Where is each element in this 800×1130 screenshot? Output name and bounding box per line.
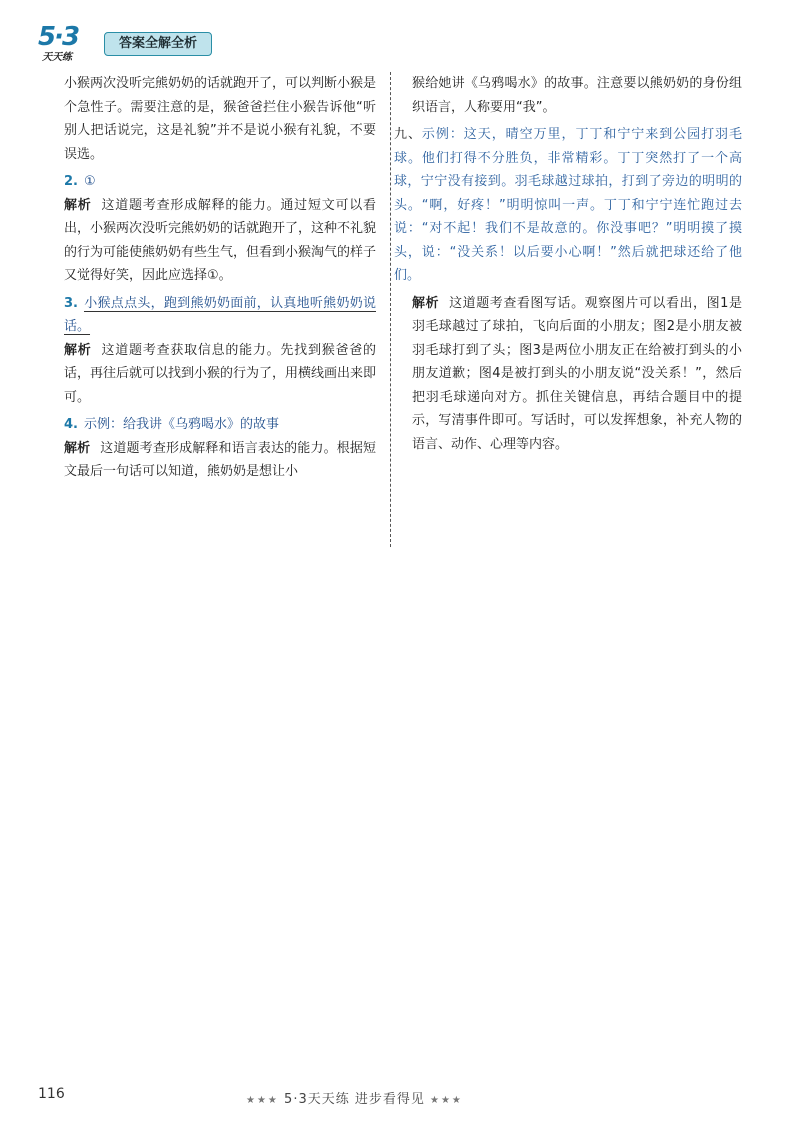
analysis-text: 这道题考查形成解释的能力。通过短文可以看出，小猴两次没听完熊奶奶的话就跑开了，这种不礼貌的行为可能使熊奶奶有些生气，但看到小猴淘气的样子又觉得好笑，因此应选择①。	[64, 197, 377, 283]
right-column	[394, 72, 742, 456]
question-number: 4.	[64, 417, 78, 432]
analysis-text: 这道题考查形成解释和语言表达的能力。根据短文最后一句话可以知道，熊奶奶是想让小	[64, 440, 376, 479]
question-3-answer	[64, 292, 376, 339]
question-3-analysis	[64, 339, 376, 410]
question-number: 3.	[64, 295, 78, 311]
left-column	[64, 72, 376, 484]
analysis-label: 解析	[64, 197, 92, 213]
logo-number: 5·3	[38, 22, 79, 52]
answer-text: 示例：给我讲《乌鸦喝水》的故事	[83, 417, 279, 432]
analysis-text: 这道题考查看图写话。观察图片可以看出，图1是羽毛球越过了球拍，飞向后面的小朋友；图2是小朋友被羽毛球打到了头；图3是两位小朋友正在给被打到头的小朋友道歉；图4是被打到头的小朋友说“没关系！”，然后把羽毛球递向对方。抓住关键信息，再结合题目中的提示，写清事件即可。写话时，可以发挥想象，补充人物的语言、动作、心理等内容。	[412, 295, 742, 452]
slogan-text: 5·3天天练 进步看得见	[284, 1092, 425, 1107]
question-number: 九、	[394, 127, 422, 142]
question-4-answer	[64, 413, 376, 437]
section-badge: 答案全解全析	[104, 32, 212, 56]
analysis-label: 解析	[64, 342, 92, 358]
analysis-label: 解析	[412, 295, 440, 311]
analysis-label: 解析	[64, 440, 91, 456]
question-9-answer	[394, 123, 742, 288]
star-decoration-left: ★★★	[246, 1095, 279, 1106]
brand-logo	[34, 22, 94, 66]
star-decoration-right: ★★★	[430, 1095, 463, 1106]
column-divider	[390, 72, 391, 547]
footer-slogan	[246, 1088, 463, 1107]
page-header	[20, 18, 280, 68]
answer-text: ①	[83, 174, 96, 189]
page-number: 116	[38, 1086, 65, 1102]
page-footer	[0, 1086, 800, 1116]
analysis-text: 这道题考查获取信息的能力。先找到猴爸爸的话，再往后就可以找到小猴的行为了，用横线画出来即可。	[64, 342, 377, 405]
answer-text: 示例：这天，晴空万里，丁丁和宁宁来到公园打羽毛球。他们打得不分胜负，非常精彩。丁丁突然打了一个高球，宁宁没有接到。羽毛球越过球拍，打到了旁边的明明的头。“啊，好疼！”明明惊叫一声。丁丁和宁宁连忙跑过去说：“对不起！我们不是故意的。你没事吧？”明明摸了摸头，说：“没关系！以后要小心啊！”然后就把球还给了他们。	[394, 127, 742, 283]
question-4-analysis	[64, 437, 376, 484]
answer-paragraph: 小猴两次没听完熊奶奶的话就跑开了，可以判断小猴是个急性子。需要注意的是，猴爸爸拦住小猴告诉他“听别人把话说完，这是礼貌”并不是说小猴有礼貌，不要误选。	[64, 76, 377, 162]
question-2-analysis	[64, 194, 376, 288]
logo-subtitle: 天天练	[42, 52, 72, 63]
question-2-answer	[64, 170, 376, 194]
answer-text: 小猴点点头，跑到熊奶奶面前，认真地听熊奶奶说话。	[64, 295, 376, 334]
question-number: 2.	[64, 174, 78, 189]
answer-paragraph-continued: 猴给她讲《乌鸦喝水》的故事。注意要以熊奶奶的身份组织语言，人称要用“我”。	[412, 76, 742, 115]
question-9-analysis	[412, 292, 742, 457]
